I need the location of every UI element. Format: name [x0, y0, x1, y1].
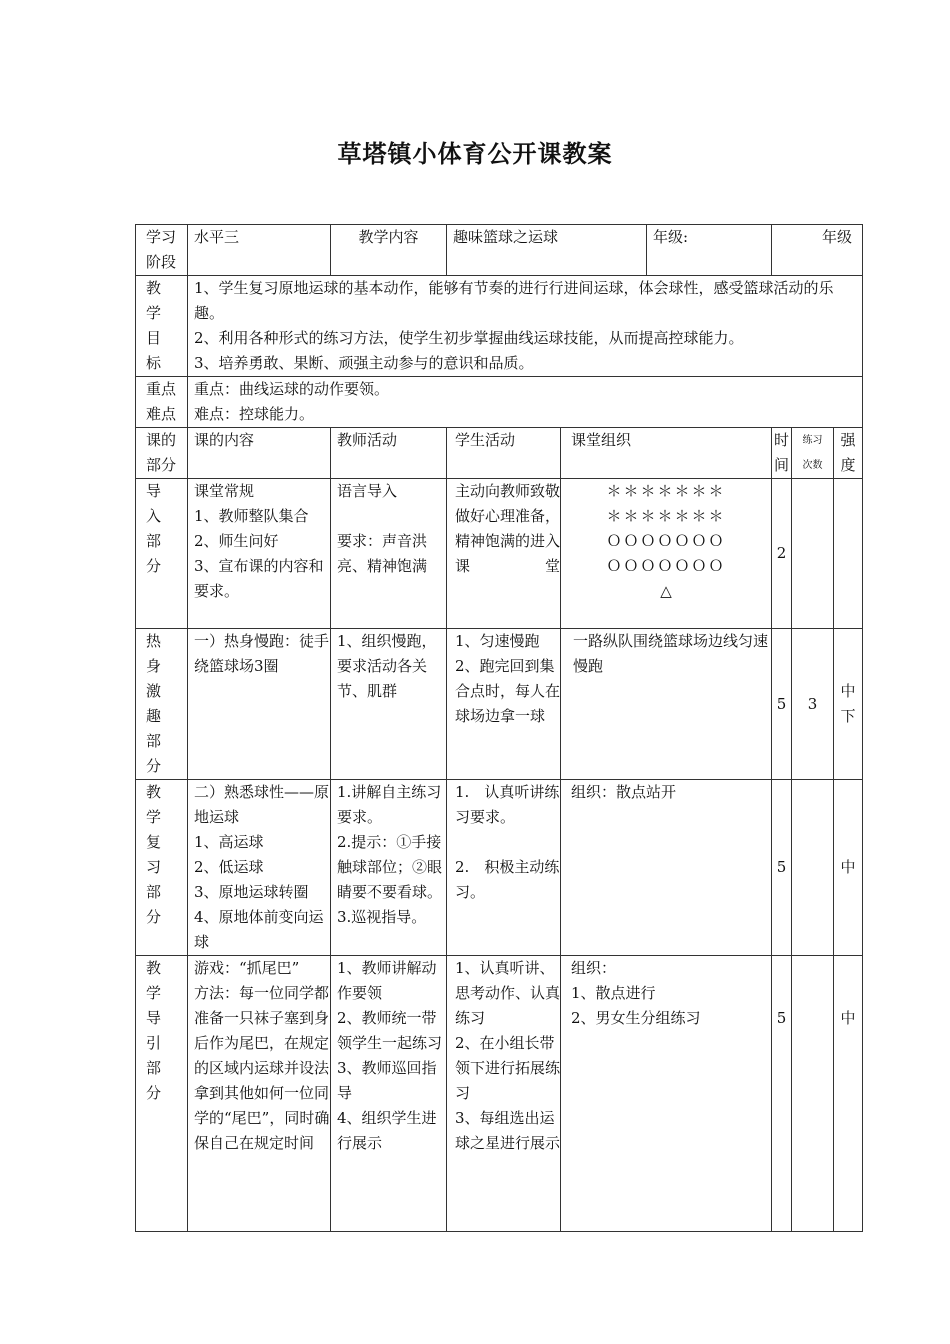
- row-teacher: 1、组织慢跑，要求活动各关节、肌群: [331, 629, 447, 780]
- row-intensity: 中: [834, 780, 863, 956]
- formation-line: ＊＊＊＊＊＊＊: [606, 507, 726, 525]
- lesson-row: [136, 629, 863, 780]
- row-teacher: 1、教师讲解动作要领 2、教师统一带领学生一起练习 3、教师巡回指导 4、组织学生进行展示: [331, 956, 447, 1232]
- row-org: 组织： 1、散点进行 2、男女生分组练习: [561, 956, 772, 1232]
- col-teacher: 教师活动: [331, 428, 447, 479]
- key-points-row: [136, 377, 863, 428]
- row-reps: [792, 956, 834, 1232]
- row-part: 教学复习部分: [136, 780, 188, 956]
- row-content: 游戏：“抓尾巴” 方法：每一位同学都准备一只袜子塞到身后作为尾巴，在规定的区域内运球并设法拿到其他如何一位同学的“尾巴”，同时确保自己在规定时间: [188, 956, 331, 1232]
- grade-label: 年级:: [647, 225, 772, 276]
- row-reps: [792, 479, 834, 629]
- row-part: 导入部分: [136, 479, 188, 629]
- row-time: 5: [772, 956, 792, 1232]
- stage-label: 学习阶段: [136, 225, 188, 276]
- formation-line: ＯＯＯＯＯＯＯ: [606, 532, 726, 550]
- objectives-label: 教学目标: [136, 276, 188, 377]
- row-intensity: 中: [834, 956, 863, 1232]
- lesson-row: [136, 956, 863, 1232]
- row-org: 一路纵队围绕篮球场边线匀速慢跑: [561, 629, 772, 780]
- objectives-row: [136, 276, 863, 377]
- row-part: 教学导引部分: [136, 956, 188, 1232]
- row-intensity: [834, 479, 863, 629]
- formation-line: ＊＊＊＊＊＊＊: [606, 482, 726, 500]
- objectives-text: [188, 276, 863, 377]
- row-student: 1、认真听讲、思考动作、认真练习 2、在小组长带领下进行拓展练习 3、每组选出运球之星进行展示: [447, 956, 561, 1232]
- row-content: 课堂常规 1、教师整队集合 2、师生问好 3、宣布课的内容和要求。: [188, 479, 331, 629]
- col-org: 课堂组织: [561, 428, 772, 479]
- row-reps: [792, 780, 834, 956]
- row-student: 1. 认真听讲练习要求。 2. 积极主动练习。: [447, 780, 561, 956]
- difficulty-point: 难点：控球能力。: [194, 405, 315, 423]
- row-student: 1、匀速慢跑 2、跑完回到集合点时，每人在球场边拿一球: [447, 629, 561, 780]
- objective-item: 2、利用各种形式的练习方法，使学生初步掌握曲线运球技能，从而提高控球能力。: [194, 329, 744, 347]
- lesson-row: [136, 780, 863, 956]
- lesson-row: [136, 479, 863, 629]
- col-student: 学生活动: [447, 428, 561, 479]
- row-content: 一）热身慢跑：徒手绕篮球场3圈: [188, 629, 331, 780]
- objective-item: 3、培养勇敢、果断、顽强主动参与的意识和品质。: [194, 354, 534, 372]
- teacher-triangle-icon: △: [660, 582, 672, 600]
- column-header-row: [136, 428, 863, 479]
- row-time: 5: [772, 780, 792, 956]
- objective-item: 1、学生复习原地运球的基本动作，能够有节奏的进行行进间运球，体会球性，感受篮球活动的乐趣。: [194, 279, 834, 322]
- header-row: [136, 225, 863, 276]
- row-reps: 3: [792, 629, 834, 780]
- key-point: 重点：曲线运球的动作要领。: [194, 380, 390, 398]
- row-teacher: 语言导入 要求：声音洪亮、精神饱满: [331, 479, 447, 629]
- key-points-label: 重点难点: [136, 377, 188, 428]
- col-content: 课的内容: [188, 428, 331, 479]
- row-student: 主动向教师致敬 做好心理准备，精神饱满的进入课堂: [447, 479, 561, 629]
- row-intensity: 中下: [834, 629, 863, 780]
- document-title: 草塔镇小体育公开课教案: [337, 139, 613, 168]
- key-points-text: [188, 377, 863, 428]
- col-reps: 练习次数: [792, 428, 834, 479]
- lesson-plan-table: [135, 224, 863, 1232]
- formation-line: ＯＯＯＯＯＯＯ: [606, 557, 726, 575]
- row-org: 组织：散点站开: [561, 780, 772, 956]
- row-time: 2: [772, 479, 792, 629]
- col-part: 课的部分: [136, 428, 188, 479]
- row-part: 热身激趣部分: [136, 629, 188, 780]
- row-teacher: 1.讲解自主练习要求。 2.提示：①手接触球部位；②眼睛要不要看球。 3.巡视指导。: [331, 780, 447, 956]
- grade-value: 年级: [772, 225, 863, 276]
- row-content: 二）熟悉球性——原地运球 1、高运球 2、低运球 3、原地运球转圈 4、原地体前变向运球: [188, 780, 331, 956]
- content-value: 趣味篮球之运球: [447, 225, 647, 276]
- content-label: 教学内容: [331, 225, 447, 276]
- row-time: 5: [772, 629, 792, 780]
- col-time: 时间: [772, 428, 792, 479]
- col-intensity: 强度: [834, 428, 863, 479]
- stage-value: 水平三: [188, 225, 331, 276]
- row-org-diagram: [561, 479, 772, 629]
